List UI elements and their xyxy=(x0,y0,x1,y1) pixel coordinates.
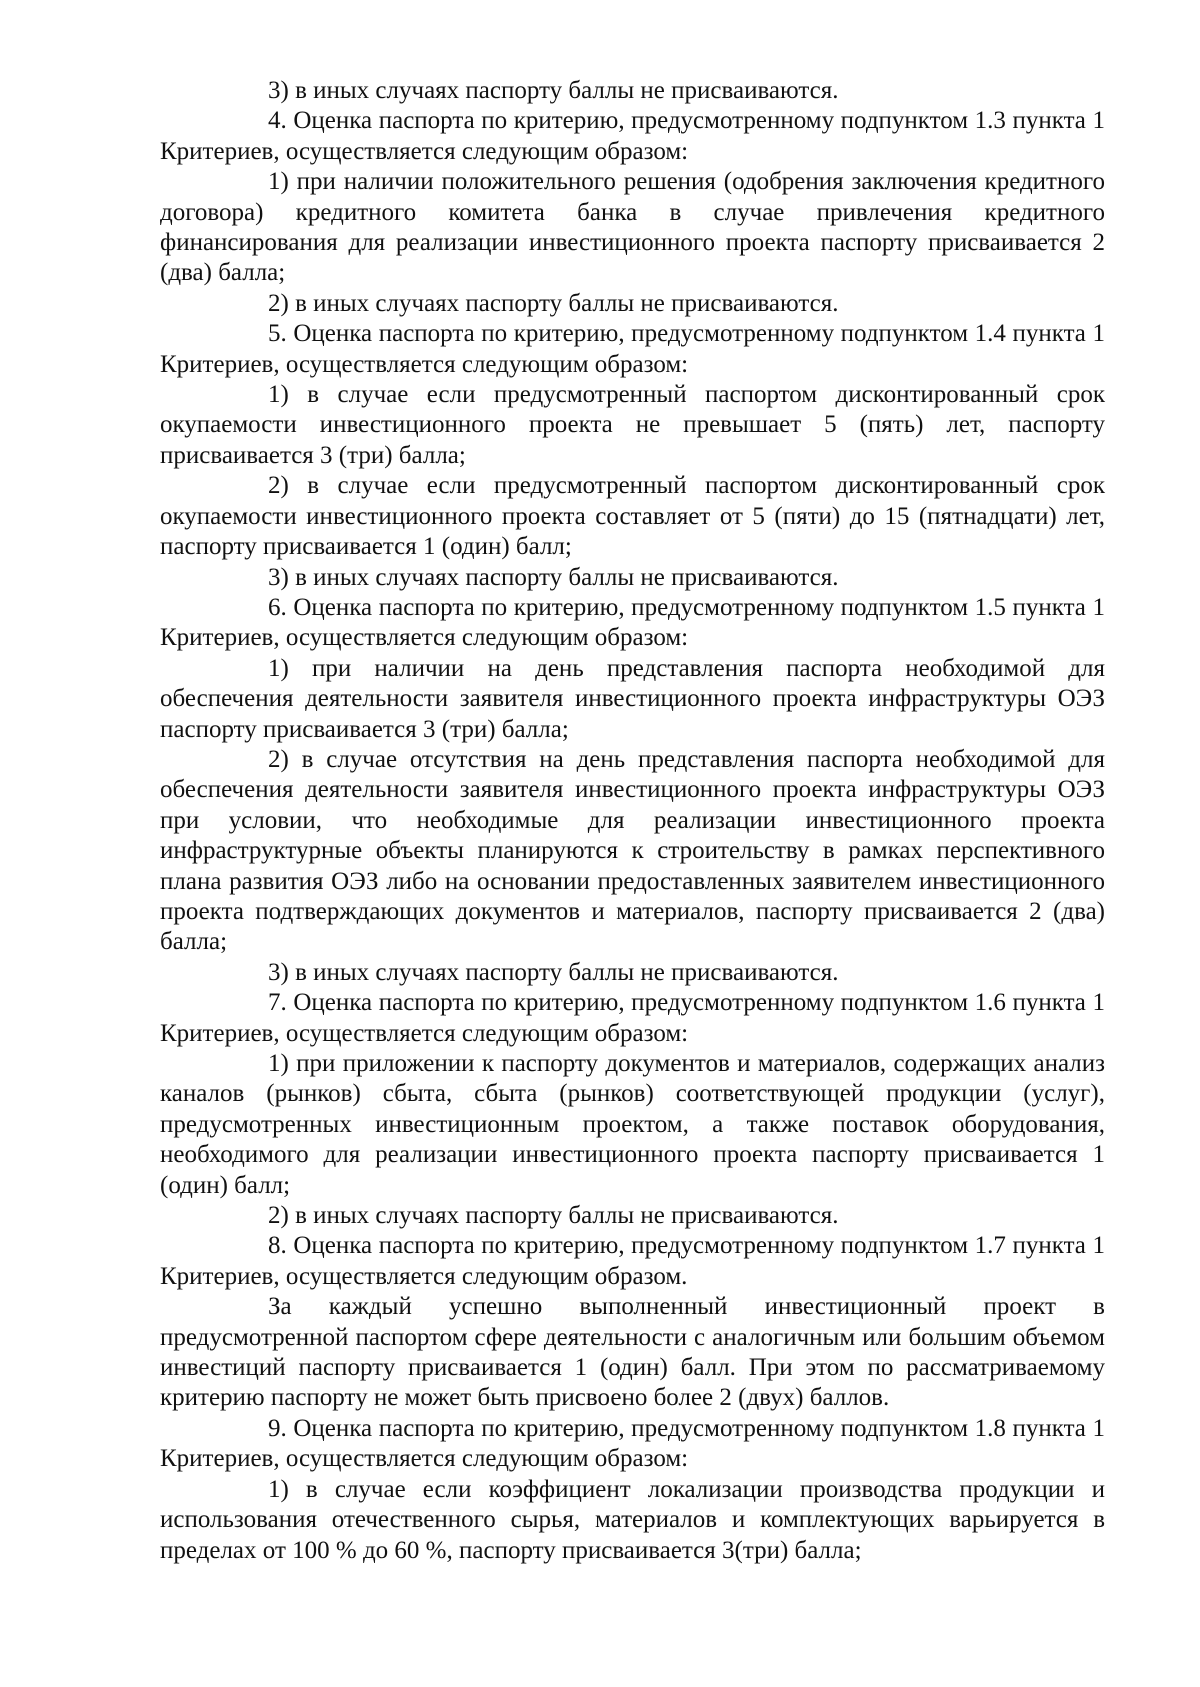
paragraph: 2) в иных случаях паспорту баллы не присваиваются. xyxy=(268,1202,839,1230)
paragraph: 2) в иных случаях паспорту баллы не присваиваются. xyxy=(268,289,839,317)
paragraph: 3) в иных случаях паспорту баллы не присваиваются. xyxy=(268,958,839,986)
paragraph: 3) в иных случаях паспорту баллы не присваиваются. xyxy=(268,77,839,104)
paragraph: 6. Оценка паспорта по критерию, предусмотренному подпунктом 1.5 пункта 1 Критериев, осуществляется следующим образом: xyxy=(160,593,1105,652)
paragraph: 2) в случае если предусмотренный паспортом дисконтированный срок окупаемости инвестиционного проекта составляет от 5 (пяти) до 15 (пятнадцати) лет, паспорту присваивается 1 (один) балл; xyxy=(160,472,1105,561)
paragraph: 4. Оценка паспорта по критерию, предусмотренному подпунктом 1.3 пункта 1 Критериев, осуществляется следующим образом: xyxy=(160,107,1105,165)
paragraph: 2) в случае отсутствия на день представления паспорта необходимой для обеспечения деятельности заявителя инвестиционного проекта инфраструктуры ОЭЗ при условии, что необходимые для реализации инвестиционного проекта инфраструктурные объекты планируются к строительству в рамках перспективного плана развития ОЭЗ либо на основании предоставленных заявителем инвестиционного проекта подтверждающих документов и материалов, паспорту присваивается 2 (два) балла; xyxy=(160,745,1105,956)
paragraph: 9. Оценка паспорта по критерию, предусмотренному подпунктом 1.8 пункта 1 Критериев, осуществляется следующим образом: xyxy=(160,1414,1105,1473)
paragraph: 1) при наличии на день представления паспорта необходимой для обеспечения деятельности заявителя инвестиционного проекта инфраструктуры ОЭЗ паспорту присваивается 3 (три) балла; xyxy=(160,654,1105,743)
paragraph: 3) в иных случаях паспорту баллы не присваиваются. xyxy=(268,563,839,591)
paragraph: За каждый успешно выполненный инвестиционный проект в предусмотренной паспортом сфере деятельности с аналогичным или большим объемом инвестиций паспорту присваивается 1 (один) балл. При этом по рассматриваемому критерию паспорту не может быть присвоено более 2 (двух) баллов. xyxy=(160,1293,1105,1412)
paragraph: 1) при приложении к паспорту документов и материалов, содержащих анализ каналов (рынков) сбыта, сбыта (рынков) соответствующей продукции (услуг), предусмотренных инвестиционным проектом, а также поставок оборудования, необходимого для реализации инвестиционного проекта паспорту присваивается 1 (один) балл; xyxy=(160,1050,1105,1199)
document-body xyxy=(160,76,1105,1566)
paragraph: 5. Оценка паспорта по критерию, предусмотренному подпунктом 1.4 пункта 1 Критериев, осуществляется следующим образом: xyxy=(160,320,1105,378)
paragraph: 1) в случае если предусмотренный паспортом дисконтированный срок окупаемости инвестиционного проекта не превышает 5 (пять) лет, паспорту присваивается 3 (три) балла; xyxy=(160,381,1105,469)
paragraph: 8. Оценка паспорта по критерию, предусмотренному подпунктом 1.7 пункта 1 Критериев, осуществляется следующим образом. xyxy=(160,1232,1105,1290)
paragraph: 1) при наличии положительного решения (одобрения заключения кредитного договора) кредитного комитета банка в случае привлечения кредитного финансирования для реализации инвестиционного проекта паспорту присваивается 2 (два) балла; xyxy=(160,168,1105,287)
paragraph: 1) в случае если коэффициент локализации производства продукции и использования отечественного сырья, материалов и комплектующих варьируется в пределах от 100 % до 60 %, паспорту присваивается 3(три) балла; xyxy=(160,1475,1105,1564)
paragraph: 7. Оценка паспорта по критерию, предусмотренному подпунктом 1.6 пункта 1 Критериев, осуществляется следующим образом: xyxy=(160,989,1105,1047)
